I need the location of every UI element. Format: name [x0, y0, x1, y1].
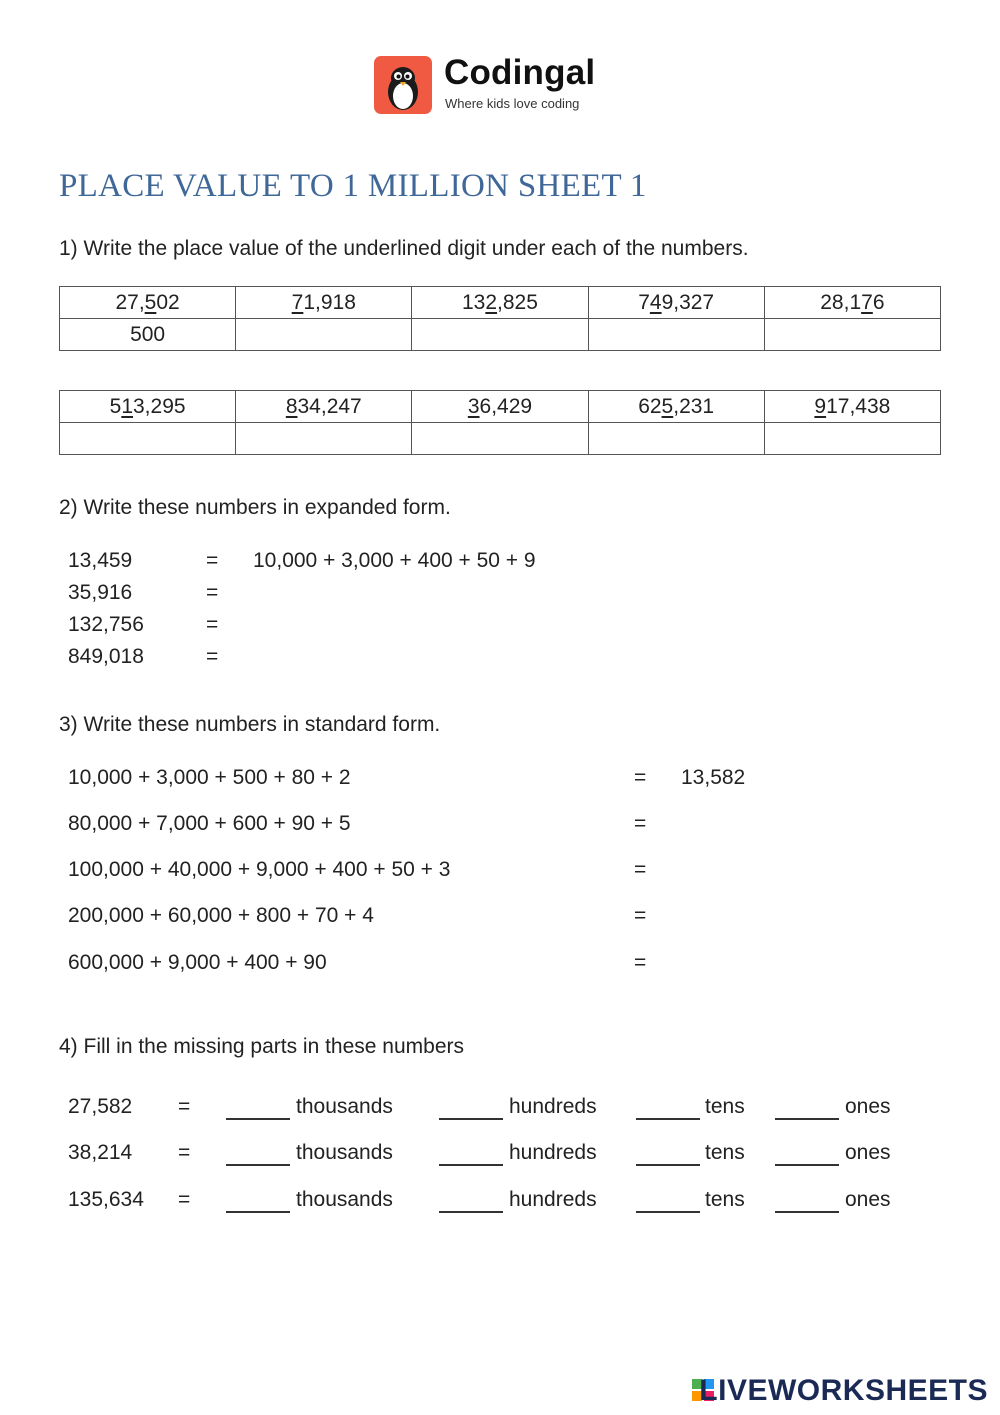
- equals-sign: =: [178, 1188, 191, 1211]
- ones-label: ones: [845, 1095, 891, 1118]
- expanded-number: 35,916: [68, 581, 133, 604]
- expanded-number: 849,018: [68, 645, 144, 668]
- hundreds-blank[interactable]: [439, 1098, 503, 1120]
- hundreds-blank[interactable]: [439, 1191, 503, 1213]
- tens-label: tens: [705, 1095, 745, 1118]
- answer-cell[interactable]: [588, 319, 764, 351]
- table-row-numbers: [60, 391, 941, 423]
- table-row-answers: [60, 423, 941, 455]
- equals-sign: =: [178, 1141, 191, 1164]
- table-cell-number: 27,502: [60, 287, 236, 319]
- ones-blank[interactable]: [775, 1098, 839, 1120]
- table-cell-number: 917,438: [764, 391, 940, 423]
- expanded-number: 13,459: [68, 549, 133, 572]
- answer-cell[interactable]: [236, 423, 412, 455]
- table-row-numbers: [60, 287, 941, 319]
- liveworksheets-watermark: LIVEWORKSHEETS: [699, 1374, 988, 1407]
- section4-instruction: 4) Fill in the missing parts in these numbers: [59, 1035, 464, 1058]
- answer-cell[interactable]: [764, 319, 940, 351]
- ones-label: ones: [845, 1188, 891, 1211]
- fill-number: 135,634: [68, 1188, 144, 1211]
- equals-sign: =: [634, 858, 647, 881]
- standard-expression: 80,000 + 7,000 + 600 + 90 + 5: [68, 812, 351, 835]
- equals-sign: =: [206, 581, 219, 604]
- place-value-table-2: [59, 390, 941, 455]
- tens-blank[interactable]: [636, 1191, 700, 1213]
- fill-number: 38,214: [68, 1141, 133, 1164]
- standard-expression: 10,000 + 3,000 + 500 + 80 + 2: [68, 766, 351, 789]
- table-cell-number: 749,327: [588, 287, 764, 319]
- equals-sign: =: [206, 549, 219, 572]
- brand-name: Codingal: [444, 53, 596, 92]
- equals-sign: =: [178, 1095, 191, 1118]
- ones-label: ones: [845, 1141, 891, 1164]
- table-cell-number: 834,247: [236, 391, 412, 423]
- equals-sign: =: [634, 812, 647, 835]
- tens-blank[interactable]: [636, 1144, 700, 1166]
- answer-cell[interactable]: [764, 423, 940, 455]
- penguin-icon: [374, 56, 432, 114]
- table-cell-number: 132,825: [412, 287, 588, 319]
- thousands-blank[interactable]: [226, 1191, 290, 1213]
- tens-label: tens: [705, 1188, 745, 1211]
- section1-instruction: 1) Write the place value of the underlined digit under each of the numbers.: [59, 237, 749, 260]
- hundreds-blank[interactable]: [439, 1144, 503, 1166]
- equals-sign: =: [634, 766, 647, 789]
- thousands-label: thousands: [296, 1188, 393, 1211]
- table-cell-number: 36,429: [412, 391, 588, 423]
- ones-blank[interactable]: [775, 1191, 839, 1213]
- table-cell-number: 28,176: [764, 287, 940, 319]
- codingal-logo: [374, 56, 432, 114]
- standard-expression: 200,000 + 60,000 + 800 + 70 + 4: [68, 904, 374, 927]
- answer-cell[interactable]: [60, 423, 236, 455]
- table-row-answers: [60, 319, 941, 351]
- equals-sign: =: [634, 951, 647, 974]
- place-value-table-1: [59, 286, 941, 351]
- tens-label: tens: [705, 1141, 745, 1164]
- tens-blank[interactable]: [636, 1098, 700, 1120]
- answer-cell[interactable]: 500: [60, 319, 236, 351]
- brand-tagline: Where kids love coding: [445, 96, 580, 111]
- thousands-label: thousands: [296, 1095, 393, 1118]
- thousands-label: thousands: [296, 1141, 393, 1164]
- fill-number: 27,582: [68, 1095, 133, 1118]
- answer-cell[interactable]: [412, 423, 588, 455]
- section2-instruction: 2) Write these numbers in expanded form.: [59, 496, 451, 519]
- table-cell-number: 71,918: [236, 287, 412, 319]
- page-title: PLACE VALUE TO 1 MILLION SHEET 1: [59, 168, 647, 204]
- hundreds-label: hundreds: [509, 1141, 597, 1164]
- expanded-answer[interactable]: 10,000 + 3,000 + 400 + 50 + 9: [253, 549, 536, 572]
- hundreds-label: hundreds: [509, 1095, 597, 1118]
- section3-instruction: 3) Write these numbers in standard form.: [59, 713, 441, 736]
- equals-sign: =: [206, 613, 219, 636]
- thousands-blank[interactable]: [226, 1098, 290, 1120]
- equals-sign: =: [206, 645, 219, 668]
- thousands-blank[interactable]: [226, 1144, 290, 1166]
- standard-expression: 600,000 + 9,000 + 400 + 90: [68, 951, 327, 974]
- answer-cell[interactable]: [412, 319, 588, 351]
- hundreds-label: hundreds: [509, 1188, 597, 1211]
- ones-blank[interactable]: [775, 1144, 839, 1166]
- table-cell-number: 513,295: [60, 391, 236, 423]
- standard-expression: 100,000 + 40,000 + 9,000 + 400 + 50 + 3: [68, 858, 451, 881]
- answer-cell[interactable]: [236, 319, 412, 351]
- answer-cell[interactable]: [588, 423, 764, 455]
- table-cell-number: 625,231: [588, 391, 764, 423]
- standard-answer[interactable]: 13,582: [681, 766, 746, 789]
- equals-sign: =: [634, 904, 647, 927]
- expanded-number: 132,756: [68, 613, 144, 636]
